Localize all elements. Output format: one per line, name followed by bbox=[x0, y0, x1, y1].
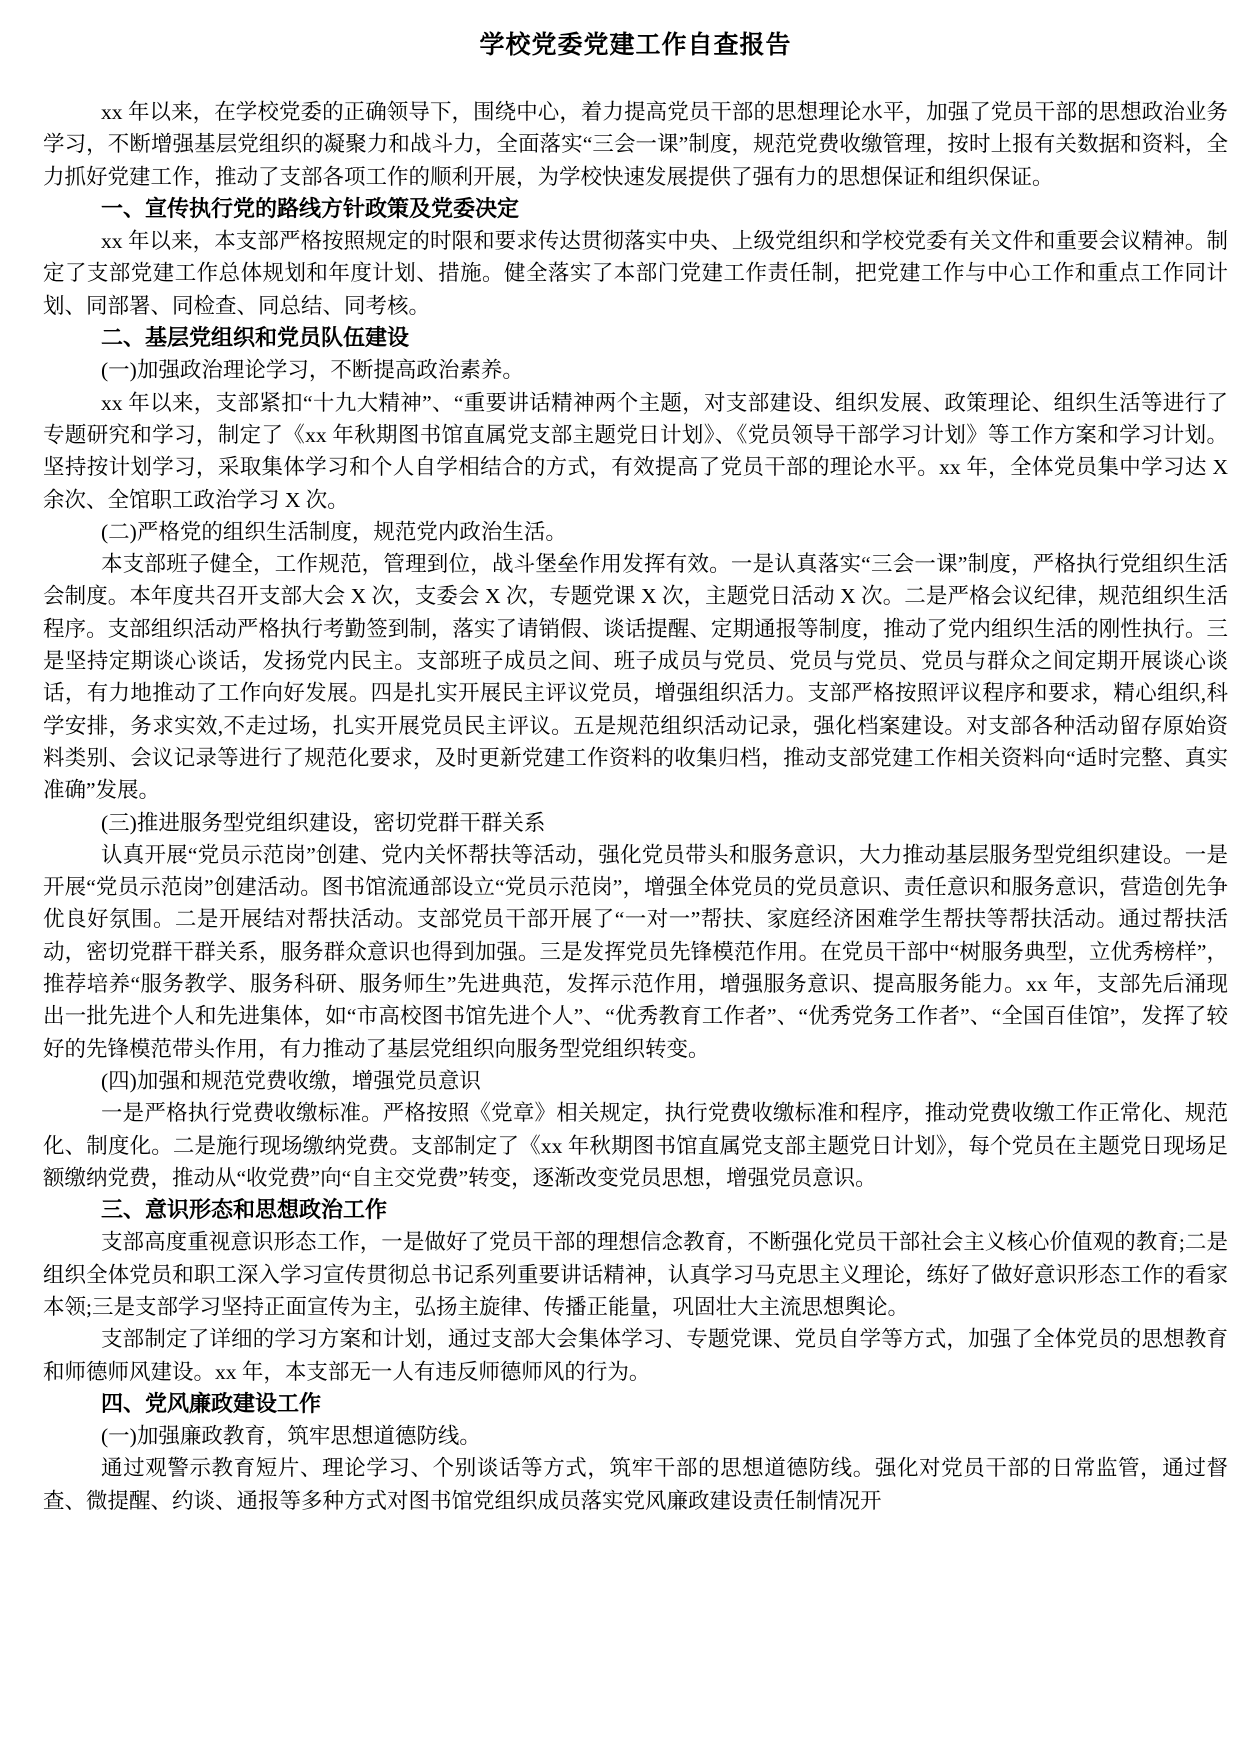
sub-heading: (四)加强和规范党费收缴，增强党员意识 bbox=[101, 1068, 481, 1093]
sub-heading: (一)加强政治理论学习，不断提高政治素养。 bbox=[101, 358, 524, 383]
body-paragraph: 认真开展“党员示范岗”创建、党内关怀帮扶等活动，强化党员带头和服务意识，大力推动基层服务型党组织建设。一是开展“党员示范岗”创建活动。图书馆流通部设立“党员示范岗”，增强全体党员的党员意识、责任意识和服务意识，营造创先争优良好氛围。二是开展结对帮扶活动。支部党员干部开展了“一对一”帮扶、家庭经济困难学生帮扶等帮扶活动。通过帮扶活动，密切党群干群关系，服务群众意识也得到加强。三是发挥党员先锋模范作用。在党员干部中“树服务典型，立优秀榜样”，推荐培养“服务教学、服务科研、服务师生”先进典范，发挥示范作用，增强服务意识、提高服务能力。xx 年，支部先后涌现出一批先进个人和先进集体，如“市高校图书馆先进个人”、“优秀教育工作者”、“优秀党务工作者”、“全国百佳馆”，发挥了较好的先锋模范带头作用，有力推动了基层党组织向服务型党组织转变。 bbox=[43, 842, 1228, 1061]
section-heading-1: 一、宣传执行党的路线方针政策及党委决定 bbox=[101, 195, 520, 221]
intro-paragraph: xx 年以来，在学校党委的正确领导下，围绕中心，着力提高党员干部的思想理论水平，加强了党员干部的思想政治业务学习，不断增强基层党组织的凝聚力和战斗力，全面落实“三会一课”制度，规范党费收缴管理，按时上报有关数据和资料，全力抓好党建工作，推动了支部各项工作的顺利开展，为学校快速发展提供了强有力的思想保证和组织保证。 bbox=[43, 100, 1228, 189]
section-heading-4: 四、党风廉政建设工作 bbox=[101, 1390, 322, 1416]
body-paragraph: xx 年以来，支部紧扣“十九大精神”、“重要讲话精神两个主题，对支部建设、组织发展、政策理论、组织生活等进行了专题研究和学习，制定了《xx 年秋期图书馆直属党支部主题党日计划》、《党员领导干部学习计划》等工作方案和学习计划。坚持按计划学习，采取集体学习和个人自学相结合的方式，有效提高了党员干部的理论水平。xx 年，全体党员集中学习达 X 余次、全馆职工政治学习 X 次。 bbox=[43, 390, 1228, 512]
body-paragraph: xx 年以来，本支部严格按照规定的时限和要求传达贯彻落实中央、上级党组织和学校党委有关文件和重要会议精神。制定了支部党建工作总体规划和年度计划、措施。健全落实了本部门党建工作责任制，把党建工作与中心工作和重点工作同计划、同部署、同检查、同总结、同考核。 bbox=[43, 229, 1228, 318]
body-paragraph: 通过观警示教育短片、理论学习、个别谈话等方式，筑牢干部的思想道德防线。强化对党员干部的日常监管，通过督查、微提醒、约谈、通报等多种方式对图书馆党组织成员落实党风廉政建设责任制情况开 bbox=[43, 1456, 1228, 1513]
section-heading-3: 三、意识形态和思想政治工作 bbox=[101, 1197, 388, 1223]
body-paragraph: 支部制定了详细的学习方案和计划，通过支部大会集体学习、专题党课、党员自学等方式，加强了全体党员的思想教育和师德师风建设。xx 年，本支部无一人有违反师德师风的行为。 bbox=[43, 1327, 1228, 1384]
sub-heading: (二)严格党的组织生活制度，规范党内政治生活。 bbox=[101, 519, 567, 544]
body-paragraph: 本支部班子健全，工作规范，管理到位，战斗堡垒作用发挥有效。一是认真落实“三会一课”制度，严格执行党组织生活会制度。本年度共召开支部大会 X 次，支委会 X 次，专题党课 X 次，主题党日活动 X 次。二是严格会议纪律，规范组织生活程序。支部组织活动严格执行考勤签到制，落实了请销假、谈话提醒、定期通报等制度，推动了党内组织生活的刚性执行。三是坚持定期谈心谈话，发扬党内民主。支部班子成员之间、班子成员与党员、党员与党员、党员与群众之间定期开展谈心谈话，有力地推动了工作向好发展。四是扎实开展民主评议党员，增强组织活力。支部严格按照评议程序和要求，精心组织,科学安排，务求实效,不走过场，扎实开展党员民主评议。五是规范组织活动记录，强化档案建设。对支部各种活动留存原始资料类别、会议记录等进行了规范化要求，及时更新党建工作资料的收集归档，推动支部党建工作相关资料向“适时完整、真实准确”发展。 bbox=[43, 552, 1228, 803]
sub-heading: (一)加强廉政教育，筑牢思想道德防线。 bbox=[101, 1424, 481, 1449]
body-paragraph: 一是严格执行党费收缴标准。严格按照《党章》相关规定，执行党费收缴标准和程序，推动党费收缴工作正常化、规范化、制度化。二是施行现场缴纳党费。支部制定了《xx 年秋期图书馆直属党支部主题党日计划》，每个党员在主题党日现场足额缴纳党费，推动从“收党费”向“自主交党费”转变，逐渐改变党员思想，增强党员意识。 bbox=[43, 1101, 1228, 1190]
document-title: 学校党委党建工作自查报告 bbox=[479, 31, 792, 59]
section-heading-2: 二、基层党组织和党员队伍建设 bbox=[101, 325, 410, 351]
sub-heading: (三)推进服务型党组织建设，密切党群干群关系 bbox=[101, 810, 546, 835]
body-paragraph: 支部高度重视意识形态工作，一是做好了党员干部的理想信念教育，不断强化党员干部社会主义核心价值观的教育;二是组织全体党员和职工深入学习宣传贯彻总书记系列重要讲话精神，认真学习马克思主义理论，练好了做好意识形态工作的看家本领;三是支部学习坚持正面宣传为主，弘扬主旋律、传播正能量，巩固壮大主流思想舆论。 bbox=[43, 1230, 1228, 1319]
